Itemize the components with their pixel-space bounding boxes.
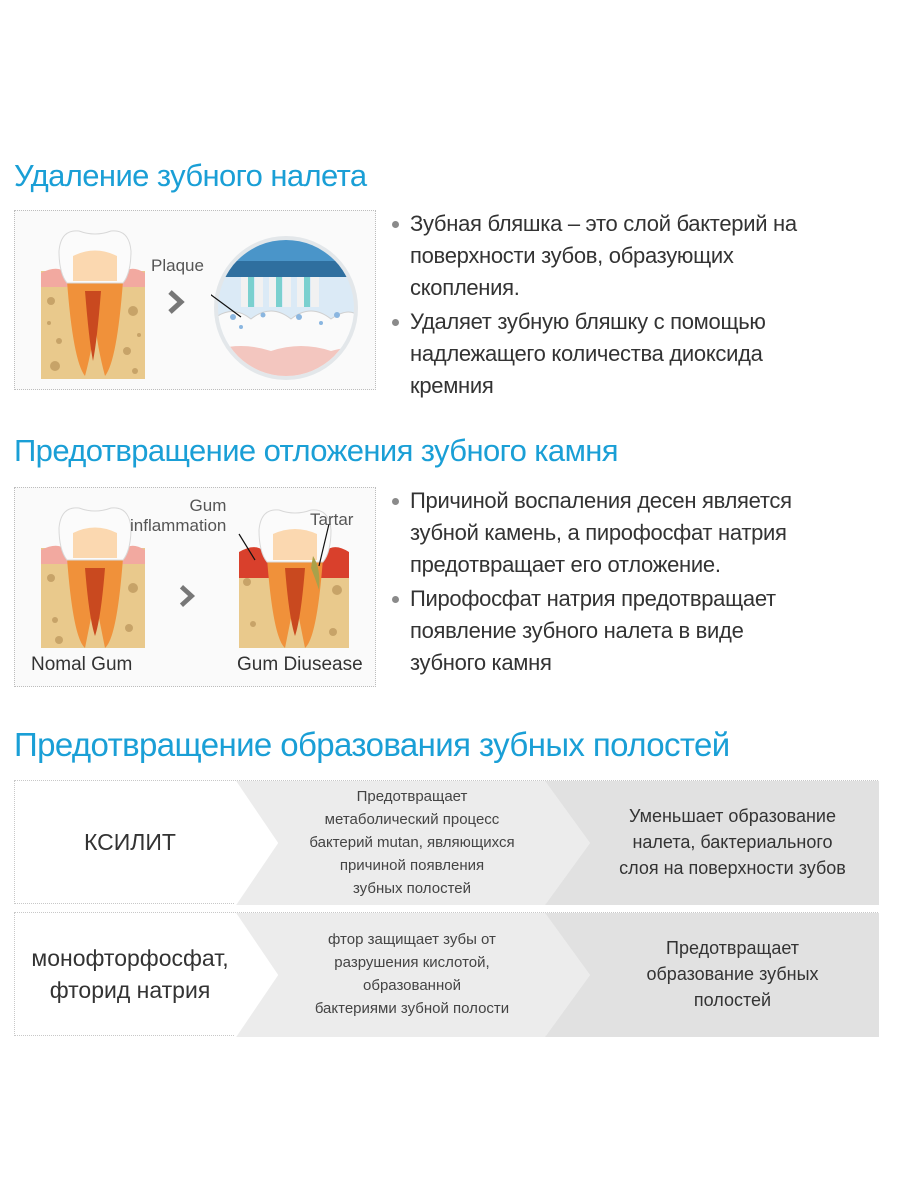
effect-cell: Уменьшает образование налета, бактериального слоя на поверхности зубов	[619, 806, 846, 878]
tartar-label: Tartar	[310, 510, 354, 529]
bullet-item: Причиной воспаления десен является зубной камень, а пирофосфат натрия предотвращает его отложение.	[392, 485, 872, 581]
gum-disease-label: Gum Diusease	[237, 654, 363, 675]
gum-inflammation-label: Gum inflammation	[130, 496, 227, 535]
table-row	[14, 780, 878, 904]
tartar-illustration	[14, 487, 376, 687]
chevron-right-icon	[163, 289, 189, 315]
normal-gum-label: Nomal Gum	[31, 654, 133, 675]
ingredient-cell: монофторфосфат, фторид натрия	[31, 945, 229, 1003]
mechanism-cell: Предотвращает метаболический процесс бактерий mutan, являющихся причиной появления зубных полостей	[309, 787, 515, 897]
table-row	[14, 912, 878, 1036]
bullet-item: Пирофосфат натрия предотвращает появление зубного налета в виде зубного камня	[392, 583, 872, 679]
mechanism-cell: фтор защищает зубы от разрушения кислотой, образованной бактериями зубной полости	[314, 931, 510, 1017]
plaque-bullet-list	[392, 208, 872, 404]
toothbrush-icon	[211, 233, 361, 383]
chevron-right-icon	[175, 584, 199, 608]
ingredient-cell: КСИЛИТ	[84, 829, 176, 855]
bullet-item: Зубная бляшка – это слой бактерий на поверхности зубов, образующих скопления.	[392, 208, 872, 304]
normal-tooth-icon	[25, 498, 145, 648]
section-title-plaque: Удаление зубного налета	[14, 158, 367, 193]
effect-cell: Предотвращает образование зубных полостей	[646, 938, 819, 1010]
tartar-bullet-list	[392, 485, 872, 681]
plaque-label: Plaque	[151, 256, 204, 275]
bullet-item: Удаляет зубную бляшку с помощью надлежащего количества диоксида кремния	[392, 306, 872, 402]
section-title-tartar: Предотвращение отложения зубного камня	[14, 433, 618, 468]
section-title-cavities: Предотвращение образования зубных полостей	[14, 726, 730, 763]
plaque-illustration	[14, 210, 376, 390]
